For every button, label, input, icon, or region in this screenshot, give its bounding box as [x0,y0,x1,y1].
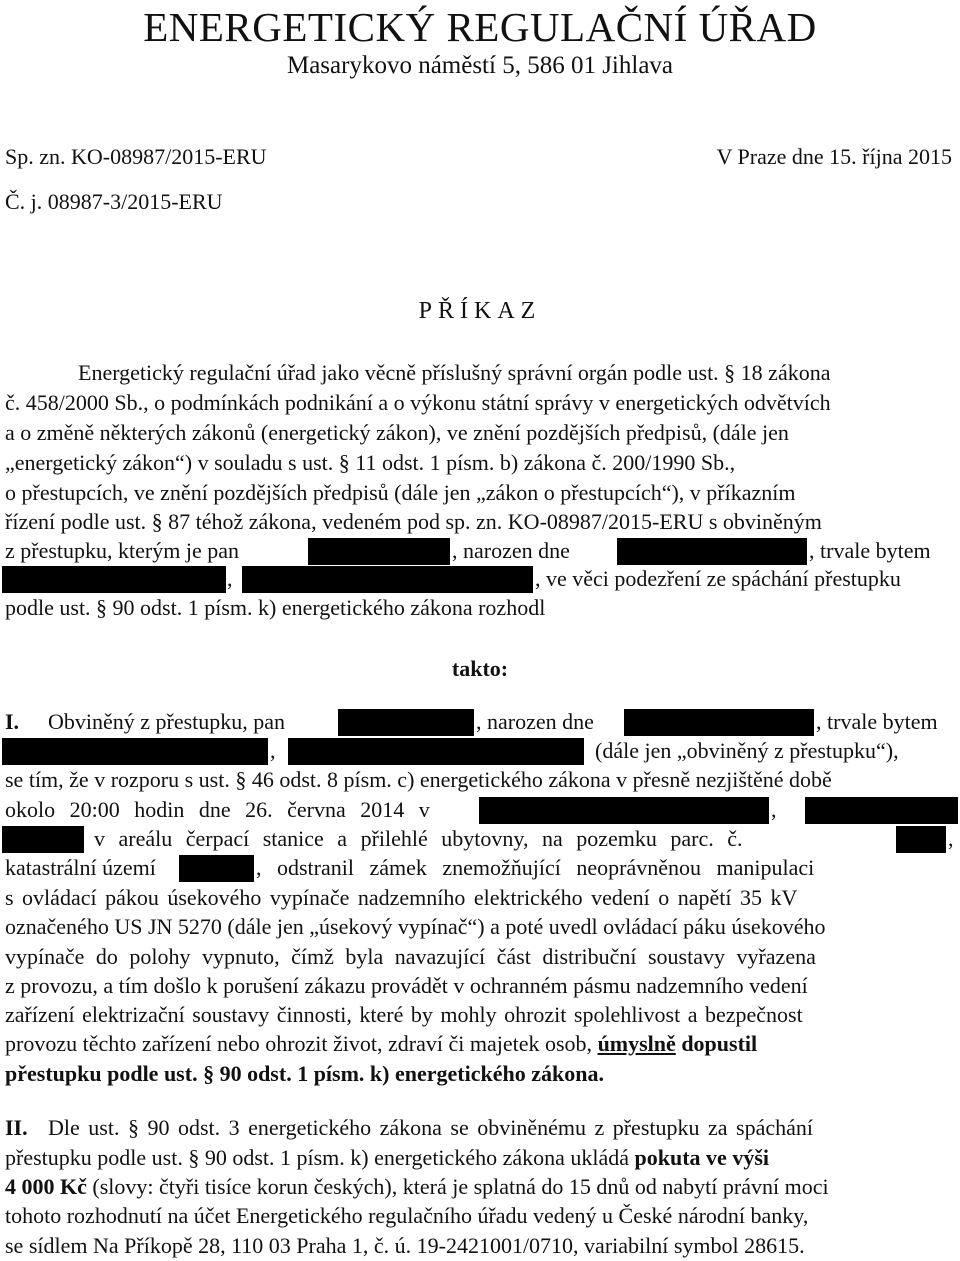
intro-line-1: Energetický regulační úřad jako věcně příslušný správní orgán podle ust. § 18 zákona [78,360,831,385]
section-2-line-3b: (slovy: čtyři tisíce korun českých), která je splatná do 15 dnů od nabytí právní moci [92,1174,829,1199]
intro-line-9: podle ust. § 90 odst. 1 písm. k) energetického zákona rozhodl [5,595,546,620]
redaction-box [338,709,474,736]
redaction-box [288,738,584,765]
redaction-box [479,797,769,824]
section-1-line-7: s ovládací pákou úsekového vypínače nadzemního elektrického vedení o napětí 35 kV [5,885,798,910]
section-1-line-6b: , odstranil zámek znemožňující neoprávněnou manipulaci [256,855,815,880]
intro-line-2: č. 458/2000 Sb., o podmínkách podnikání a o výkonu státní správy v energetických odvětvích [5,390,831,415]
section-2-line-2 [5,1143,769,1173]
intro-line-3: a o změně některých zákonů (energetický zákon), ve znění pozdějších předpisů, (dále jen [5,420,789,445]
section-1-line-12a: provozu těchto zařízení nebo ohrozit život, zdraví či majetek osob, [5,1031,593,1056]
redaction-box [2,826,84,853]
intro-line-8b: , ve věci podezření ze spáchání přestupku [535,566,901,591]
intro-line-7b: , narozen dne [452,538,570,563]
authority-heading: ENERGETICKÝ REGULAČNÍ ÚŘAD [143,4,817,50]
redaction-box [2,738,268,765]
section-1-line-11: zařízení elektrizační soustavy činnosti, které by mohly ohrozit spolehlivost a bezpečnost [5,1002,803,1027]
intro-line-4: „energetický zákon“) v souladu s ust. § 11 odst. 1 písm. b) zákona č. 200/1990 Sb., [5,450,736,475]
redaction-box [179,855,254,882]
section-2-line-5: se sídlem Na Příkopě 28, 110 03 Praha 1, č. ú. 19-2421001/0710, variabilní symbol 28615. [5,1233,805,1258]
section-2-number: II. [5,1115,28,1140]
redaction-box [805,797,958,824]
intro-line-6: řízení podle ust. § 87 téhož zákona, vedeném pod sp. zn. KO-08987/2015-ERU s obviněným [5,509,822,534]
intro-line-8a: , [227,566,233,591]
authority-address: Masarykovo náměstí 5, 586 01 Jihlava [286,52,674,79]
section-1-line-2a: , [270,738,276,763]
section-1-committed: dopustil [681,1031,758,1056]
section-1-intent: úmyslně [597,1031,676,1056]
section-2-line-4: tohoto rozhodnutí na účet Energetického regulačního úřadu vedený u České národní banky, [5,1203,809,1228]
section-1-line-12 [5,1029,757,1059]
section-1-line-5a: v areálu čerpací stanice a přilehlé ubytovny, na pozemku parc. č. [94,826,743,851]
place-date: V Praze dne 15. října 2015 [716,144,952,169]
redaction-box [617,538,807,565]
section-1-line-8: označeného US JN 5270 (dále jen „úsekový vypínač“) a poté uvedl ovládací páku úsekového [5,914,826,939]
section-1-line-1c: , trvale bytem [816,709,938,734]
file-reference: Sp. zn. KO-08987/2015-ERU [5,144,267,169]
section-1-line-10: z provozu, a tím došlo k porušení zákazu provádět v ochranném pásmu nadzemního vedení [5,973,808,998]
intro-line-5: o přestupcích, ve znění pozdějších předpisů (dále jen „zákon o přestupcích“), v příkazním [5,480,796,505]
redaction-box [624,709,814,736]
section-1-line-1a: Obviněný z přestupku, pan [48,709,286,734]
section-1-line-1b: , narozen dne [476,709,594,734]
section-1-line-13: přestupku podle ust. § 90 odst. 1 písm. k) energetického zákona. [5,1061,604,1086]
section-1-line-9: vypínače do polohy vypnuto, čímž byla navazující část distribuční soustavy vyřazena [5,944,816,969]
section-1-line-5b: , [948,826,954,851]
section-2-fine-label: pokuta ve výši [634,1145,769,1170]
section-1-line-3: se tím, že v rozporu s ust. § 46 odst. 8 písm. c) energetického zákona v přesně nezjištěné době [5,767,832,792]
section-2-fine-amount: 4 000 Kč [5,1174,87,1199]
section-2-line-3 [5,1172,829,1202]
section-1-line-6a: katastrální území [5,855,156,880]
case-number: Č. j. 08987-3/2015-ERU [5,189,223,214]
intro-line-7c: , trvale bytem [809,538,931,563]
section-1-line-4a: okolo 20:00 hodin dne 26. června 2014 v [5,797,430,822]
redaction-box [308,538,450,565]
section-2-line-2a: přestupku podle ust. § 90 odst. 1 písm. k) energetického zákona ukládá [5,1145,630,1170]
section-1-line-4b: , [771,797,777,822]
document-title: PŘÍKAZ [418,298,542,324]
redaction-box [242,566,533,593]
takto-heading: takto: [451,656,509,681]
intro-line-7a: z přestupku, kterým je pan [5,538,239,563]
section-1-number: I. [5,709,20,734]
section-1-line-2b: (dále jen „obviněný z přestupku“), [595,738,899,763]
redaction-box [896,826,946,853]
redaction-box [2,566,226,593]
section-2-line-1: Dle ust. § 90 odst. 3 energetického zákona se obviněnému z přestupku za spáchání [48,1115,813,1140]
